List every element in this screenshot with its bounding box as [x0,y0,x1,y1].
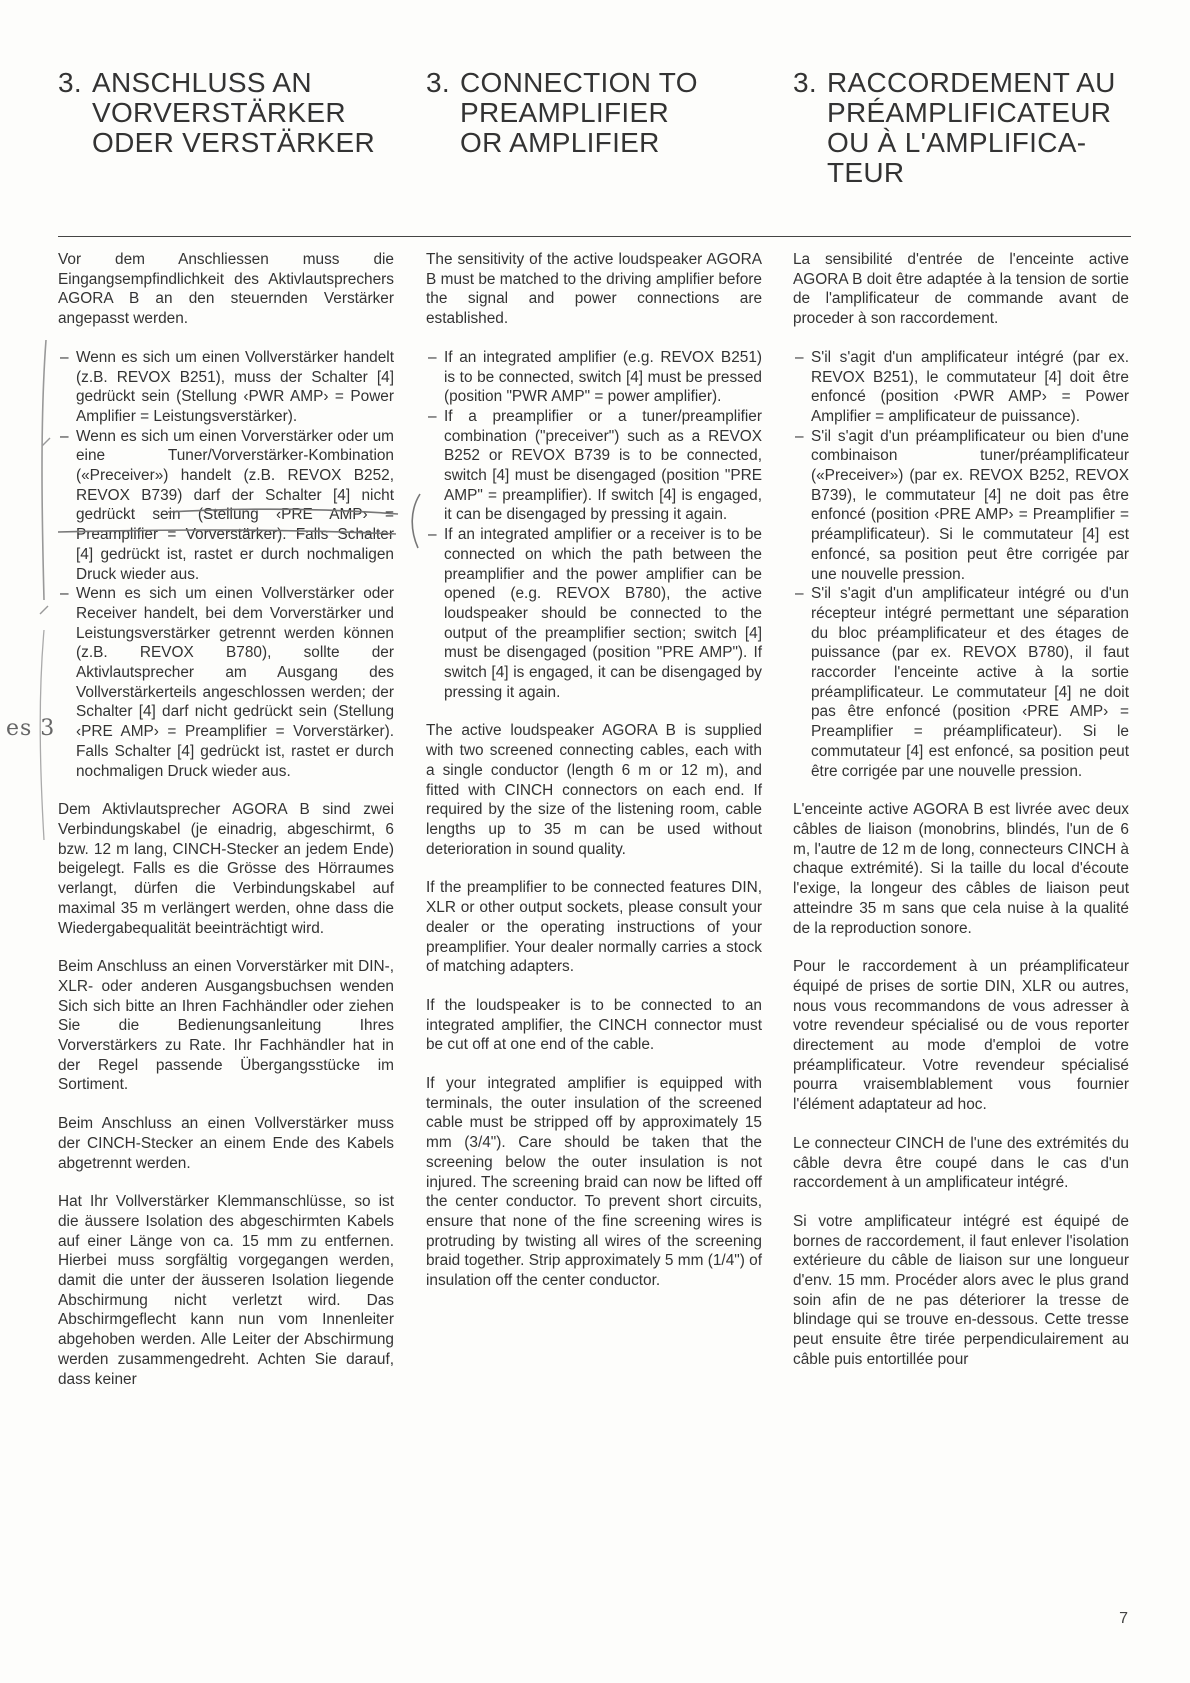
paragraph: Dem Aktivlautsprecher AGORA B sind zwei Verbindungskabel (je einadrig, abgeschirmt, 6 bzw. 12 m lang, CINCH-Stecker an jedem Ende) beigelegt. Falls es die Grösse des Hörraumes verlangt, dürfen die Verbindungskabel auf maximal 35 m verlängert werden, ohne dass die Wiedergabequalität beeinträchtigt wird. [58,801,394,937]
paragraph: Si votre amplificateur intégré est équipé de bornes de raccordement, il faut enlever l'isolation extérieure du câble de liaison sur une longueur d'env. 15 mm. Procéder alors avec le plus grand soin afin de ne pas déteriorer la tresse de blindage qui se trouve en-dessous. Cette tresse peut ensuite être tirée perpendiculairement au câble puis entortillée pour [793,1212,1129,1368]
heading-line: PREAMPLIFIER [460,97,669,128]
list-item: – S'il s'agit d'un amplificateur intégré (par ex. REVOX B251), le commutateur [4] doit être enfoncé (position ‹PWR AMP› = Power Amplifier = amplificateur de puissance). [793,348,1129,427]
heading-fr [793,68,1129,188]
heading-line: PRÉAMPLIFICATEUR [827,97,1112,128]
list-item: – Wenn es sich um einen Vorverstärker oder um eine Tuner/Vorverstärker-Kombination («Preceiver») handelt (z.B. REVOX B252, REVOX B739) darf der Schalter [4] nicht gedrückt sein (Stellung ‹PRE AMP› = Preamplifier = Vorverstärker). Falls Schalter [4] gedrückt ist, rastet er durch nochmaligen Druck wieder aus. [58,427,394,585]
page-number: 7 [1119,1610,1128,1627]
heading-number: 3. [58,67,82,98]
heading-line: ODER VERSTÄRKER [92,127,375,158]
margin-tick-mark [42,438,50,446]
handwritten-margin-note: es 3 [6,716,56,741]
column-french [793,250,1129,1389]
margin-tick-mark [40,606,48,614]
list-item: – Wenn es sich um einen Vollverstärker handelt (z.B. REVOX B251), muss der Schalter [4] gedrückt sein (Stellung ‹PWR AMP› = Power Amplifier = Leistungsverstärker). [58,348,394,427]
paragraph: Pour le raccordement à un préamplificateur équipé de prises de sortie DIN, XLR ou autres, nous vous recommandons de vous adresser à votre revendeur spécialisé ou de vous reporter directement au mode d'emploi de votre préamplificateur. Votre revendeur spécialisé pourra vraisemblablement vous fournier l'élément adaptateur ad hoc. [793,958,1129,1114]
list-item: – If an integrated amplifier or a receiver is to be connected on which the path between the preamplifier and the power amplifier can be opened (e.g. REVOX B780), the active loudspeaker should be connected to the output of the preamplifier section; switch [4] must be disengaged (position "PRE AMP"). If switch [4] is engaged, it can be disengaged by pressing it again. [426,525,762,702]
heading-number: 3. [793,67,817,98]
heading-line: ANSCHLUSS AN [92,67,312,98]
paragraph: If the loudspeaker is to be connected to an integrated amplifier, the CINCH connector must be cut off at one end of the cable. [426,996,762,1054]
paragraph: Beim Anschluss an einen Vorverstärker mit DIN-, XLR- oder anderen Ausgangsbuchsen wenden Sich sich bitte an Ihren Fachhändler oder ziehen Sie die Bedienungsanleitung Ihres Vorverstärkers zu Rate. Ihr Fachhändler hat in der Regel passende Übergangsstücke im Sortiment. [58,958,394,1094]
paragraph: Vor dem Anschliessen muss die Eingangsempfindlichkeit des Aktivlautsprechers AGORA B an den steuernden Verstärker angepasst werden. [58,251,394,328]
list-item: – S'il s'agit d'un amplificateur intégré ou d'un récepteur intégré permettant une séparation du bloc préamplificateur et des étages de puissance (par ex. REVOX B780), il faut raccorder l'enceinte active à la sortie préamplificateur. Le commutateur [4] ne doit pas être enfoncé (position ‹PRE AMP› = Preamplifier = préamplificateur). Si le commutateur [4] est enfoncé, sa position peut être corrigée par une nouvelle pression. [793,584,1129,781]
heading-en [426,68,762,158]
list-item: – Wenn es sich um einen Vollverstärker oder Receiver handelt, bei dem Vorverstärker und Leistungsverstärker getrennt werden können (z.B. REVOX B780), sollte der Aktivlautsprecher am Ausgang des Vollverstärkerteils angeschlossen werden; der Schalter [4] darf nicht gedrückt sein (Stellung ‹PRE AMP› = Preamplifier = Vorverstärker). Falls Schalter [4] gedrückt ist, rastet er durch nochmaligen Druck wieder aus. [58,584,394,781]
list-item: – S'il s'agit d'un préamplificateur ou bien d'une combinaison tuner/préamplificateur («Preceiver») (par ex. REVOX B252, REVOX B739), le commutateur [4] ne doit pas être enfoncé (position ‹PRE AMP› = Preamplifier = préamplificateur). Si le commutateur [4] est enfoncé, sa position peut être corrigée par une nouvelle pression. [793,427,1129,585]
paragraph: If your integrated amplifier is equipped with terminals, the outer insulation of the screened cable must be stripped off by approximately 15 mm (3/4"). Care should be taken that the screening below the outer insulation is not injured. The screening braid can now be lifted off the center conductor. To prevent short circuits, ensure that none of the fine screening wires is protruding by twisting all wires of the screening braid together. Strip approximately 5 mm (1/4") of insulation off the center conductor. [426,1075,762,1290]
heading-line: CONNECTION TO [460,67,698,98]
bullet-list [426,348,762,703]
bullet-list [58,348,394,781]
margin-bracket-mark [412,494,420,548]
section-divider [58,236,1131,237]
paragraph: The active loudspeaker AGORA B is supplied with two screened connecting cables, each with a single conductor (length 6 m or 12 m), and fitted with CINCH connectors on each end. If required by the size of the listening room, cable lengths up to 35 m can be used without deterioration in sound quality. [426,722,762,858]
heading-line: VORVERSTÄRKER [92,97,346,128]
paragraph: L'enceinte active AGORA B est livrée avec deux câbles de liaison (monobrins, blindés, l'un de 6 m, l'autre de 12 m de long, connecteurs CINCH à chaque extrémité). Si la taille du local d'écoute l'exige, la longeur des câbles de liaison peut atteindre 35 m sans que cela nuise à la qualité de la reproduction sonore. [793,801,1129,937]
paragraph: La sensibilité d'entrée de l'enceinte active AGORA B doit être adaptée à la tension de sortie de l'amplificateur de commande avant de proceder à son raccordement. [793,251,1129,328]
list-item: – If a preamplifier or a tuner/preamplifier combination ("preceiver") such as a REVOX B252 or REVOX B739 is to be connected, switch [4] must be disengaged (position "PRE AMP" = preamplifier). If switch [4] is engaged, it can be disengaged by pressing it again. [426,407,762,525]
bullet-list [793,348,1129,781]
heading-line: OR AMPLIFIER [460,127,660,158]
column-german [58,250,394,1408]
heading-number: 3. [426,67,450,98]
heading-line: OU À L'AMPLIFICA- [827,127,1087,158]
paragraph: Beim Anschluss an einen Vollverstärker muss der CINCH-Stecker an einem Ende des Kabels abgetrennt werden. [58,1115,394,1172]
margin-bracket-mark [42,340,46,600]
list-item: – If an integrated amplifier (e.g. REVOX B251) is to be connected, switch [4] must be pressed (position "PWR AMP" = power amplifier). [426,348,762,407]
heading-line: RACCORDEMENT AU [827,67,1116,98]
paragraph: Le connecteur CINCH de l'une des extrémités du câble devra être coupé dans le cas d'un raccordement à un amplificateur intégré. [793,1134,1129,1192]
heading-de [58,68,394,158]
paragraph: If the preamplifier to be connected features DIN, XLR or other output sockets, please consult your dealer or the operating instructions of your preamplifier. Your dealer normally carries a stock of matching adapters. [426,879,762,976]
heading-line: TEUR [827,157,905,188]
paragraph: The sensitivity of the active loudspeaker AGORA B must be matched to the driving amplifier before the signal and power connections are established. [426,251,762,328]
column-english [426,250,762,1310]
paragraph: Hat Ihr Vollverstärker Klemmanschlüsse, so ist die äussere Isolation des abgeschirmten Kabels auf einer Länge von ca. 15 mm zu entfernen. Hierbei muss sorgfältig vorgegangen werden, damit die unter der äusseren Isolation liegende Abschirmung nicht verletzt wird. Das Abschirmgeflecht kann nun vom Innenleiter abgehoben werden. Alle Leiter der Abschirmung werden zusammengedreht. Achten Sie darauf, dass keiner [58,1193,394,1388]
